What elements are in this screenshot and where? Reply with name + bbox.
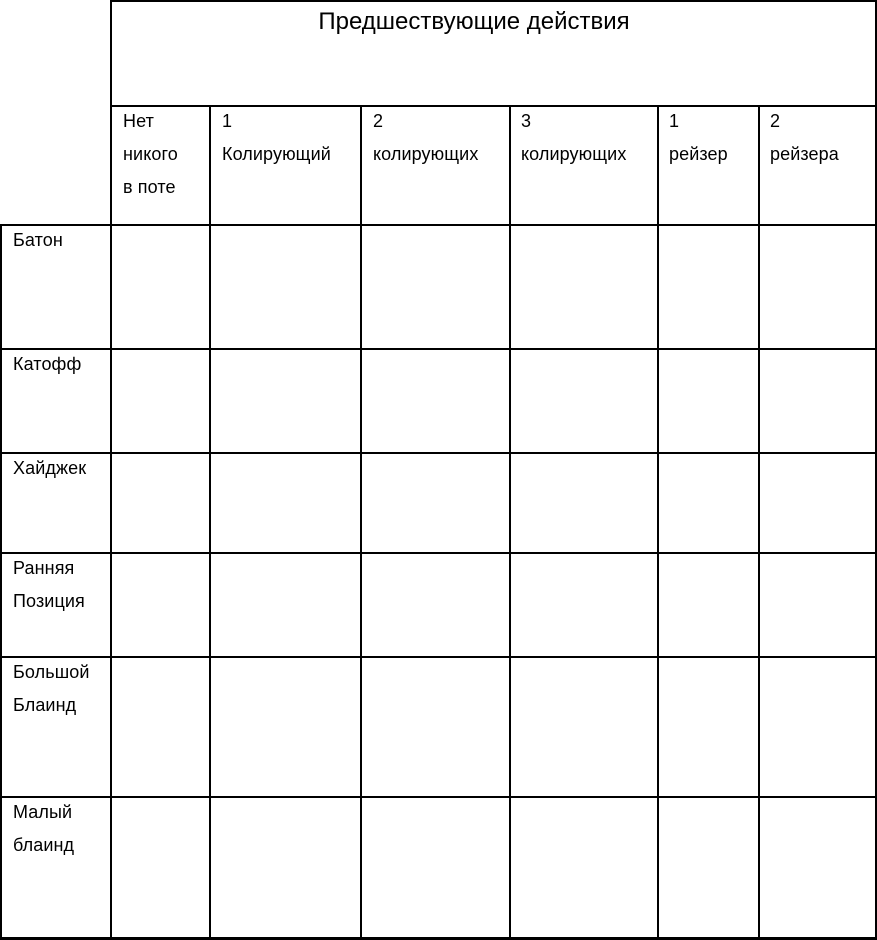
table-border-top: [110, 0, 877, 2]
row-divider: [0, 796, 877, 798]
column-divider: [110, 0, 112, 940]
column-divider: [758, 105, 760, 940]
row-header: Ранняя Позиция: [13, 558, 85, 611]
table-border-left: [0, 224, 2, 940]
column-header: 1 рейзер: [669, 111, 728, 164]
row-divider: [0, 348, 877, 350]
column-divider: [509, 105, 511, 940]
column-header: Нет никого в поте: [123, 111, 178, 197]
row-divider: [0, 552, 877, 554]
column-header: 2 колирующих: [373, 111, 479, 164]
row-header: Малый блаинд: [13, 802, 75, 855]
row-header: Большой Блаинд: [13, 662, 90, 715]
column-divider: [209, 105, 211, 940]
column-divider: [360, 105, 362, 940]
table-title: Предшествующие действия: [318, 8, 630, 35]
column-header: 2 рейзера: [770, 111, 839, 164]
row-header: Катофф: [13, 354, 82, 374]
column-header: 1 Колирующий: [222, 111, 331, 164]
row-header: Хайджек: [13, 458, 87, 478]
row-header: Батон: [13, 230, 63, 250]
column-header: 3 колирующих: [521, 111, 627, 164]
row-divider: [0, 656, 877, 658]
row-divider: [0, 452, 877, 454]
column-divider: [657, 105, 659, 940]
row-divider: [0, 224, 877, 226]
